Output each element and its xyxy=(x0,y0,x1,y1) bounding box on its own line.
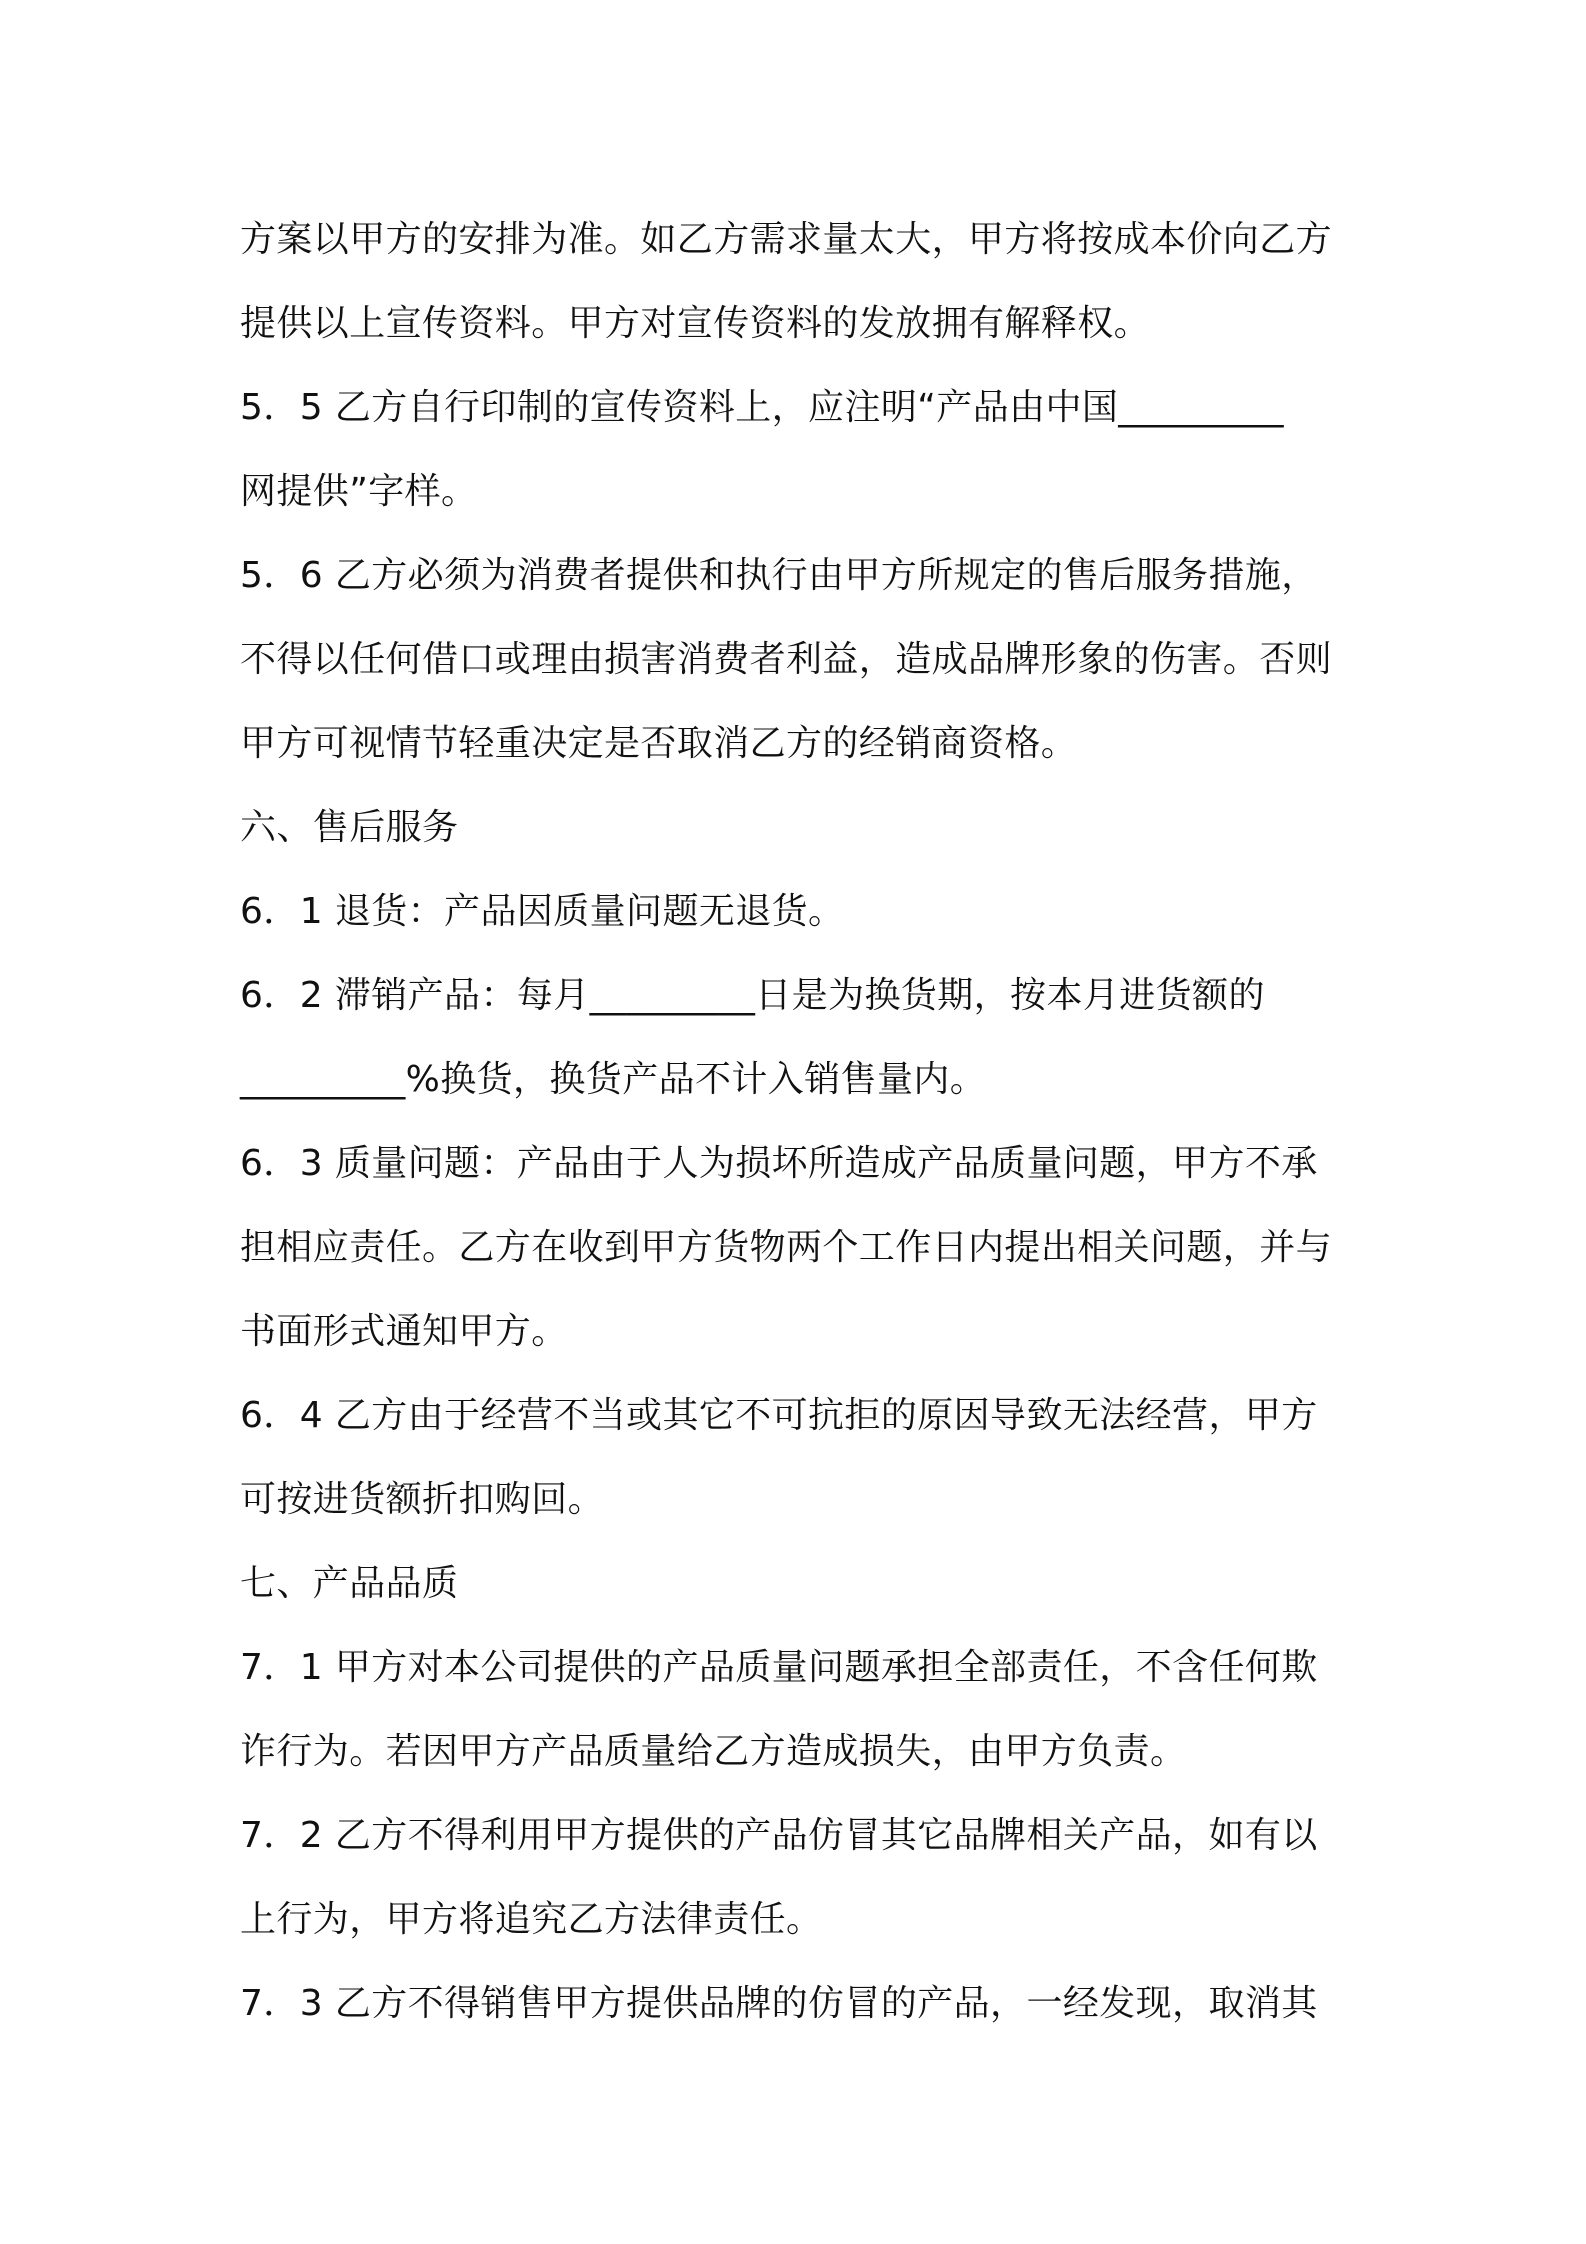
text-line: 网提供”字样。 xyxy=(240,471,478,512)
text-line: 书面形式通知甲方。 xyxy=(240,1311,568,1352)
text-line: _________%换货，换货产品不计入销售量内。 xyxy=(240,1059,987,1100)
text-line: 上行为，甲方将追究乙方法律责任。 xyxy=(240,1899,823,1940)
section-heading: 六、售后服务 xyxy=(240,807,459,848)
text-line: 6．3 质量问题：产品由于人为损坏所造成产品质量问题，甲方不承 xyxy=(240,1143,1318,1184)
document-body xyxy=(240,198,1360,2046)
text-line: 可按进货额折扣购回。 xyxy=(240,1479,605,1520)
text-line: 6．4 乙方由于经营不当或其它不可抗拒的原因导致无法经营，甲方 xyxy=(240,1395,1318,1436)
text-line: 提供以上宣传资料。甲方对宣传资料的发放拥有解释权。 xyxy=(240,303,1151,344)
text-line: 6．2 滞销产品：每月_________日是为换货期，按本月进货额的 xyxy=(240,975,1265,1016)
text-line: 6．1 退货：产品因质量问题无退货。 xyxy=(240,891,845,932)
text-line: 担相应责任。乙方在收到甲方货物两个工作日内提出相关问题，并与 xyxy=(240,1227,1333,1268)
text-line: 7．3 乙方不得销售甲方提供品牌的仿冒的产品，一经发现，取消其 xyxy=(240,1983,1318,2024)
text-line: 5．5 乙方自行印制的宣传资料上，应注明“产品由中国_________ xyxy=(240,387,1284,428)
section-heading: 七、产品品质 xyxy=(240,1563,459,1604)
text-line: 诈行为。若因甲方产品质量给乙方造成损失，由甲方负责。 xyxy=(240,1731,1187,1772)
text-line: 7．1 甲方对本公司提供的产品质量问题承担全部责任，不含任何欺 xyxy=(240,1647,1318,1688)
text-line: 甲方可视情节轻重决定是否取消乙方的经销商资格。 xyxy=(240,723,1078,764)
text-line: 方案以甲方的安排为准。如乙方需求量太大，甲方将按成本价向乙方 xyxy=(240,219,1333,260)
text-line: 7．2 乙方不得利用甲方提供的产品仿冒其它品牌相关产品，如有以 xyxy=(240,1815,1318,1856)
text-line: 不得以任何借口或理由损害消费者利益，造成品牌形象的伤害。否则 xyxy=(240,639,1333,680)
text-line: 5．6 乙方必须为消费者提供和执行由甲方所规定的售后服务措施， xyxy=(240,555,1318,596)
